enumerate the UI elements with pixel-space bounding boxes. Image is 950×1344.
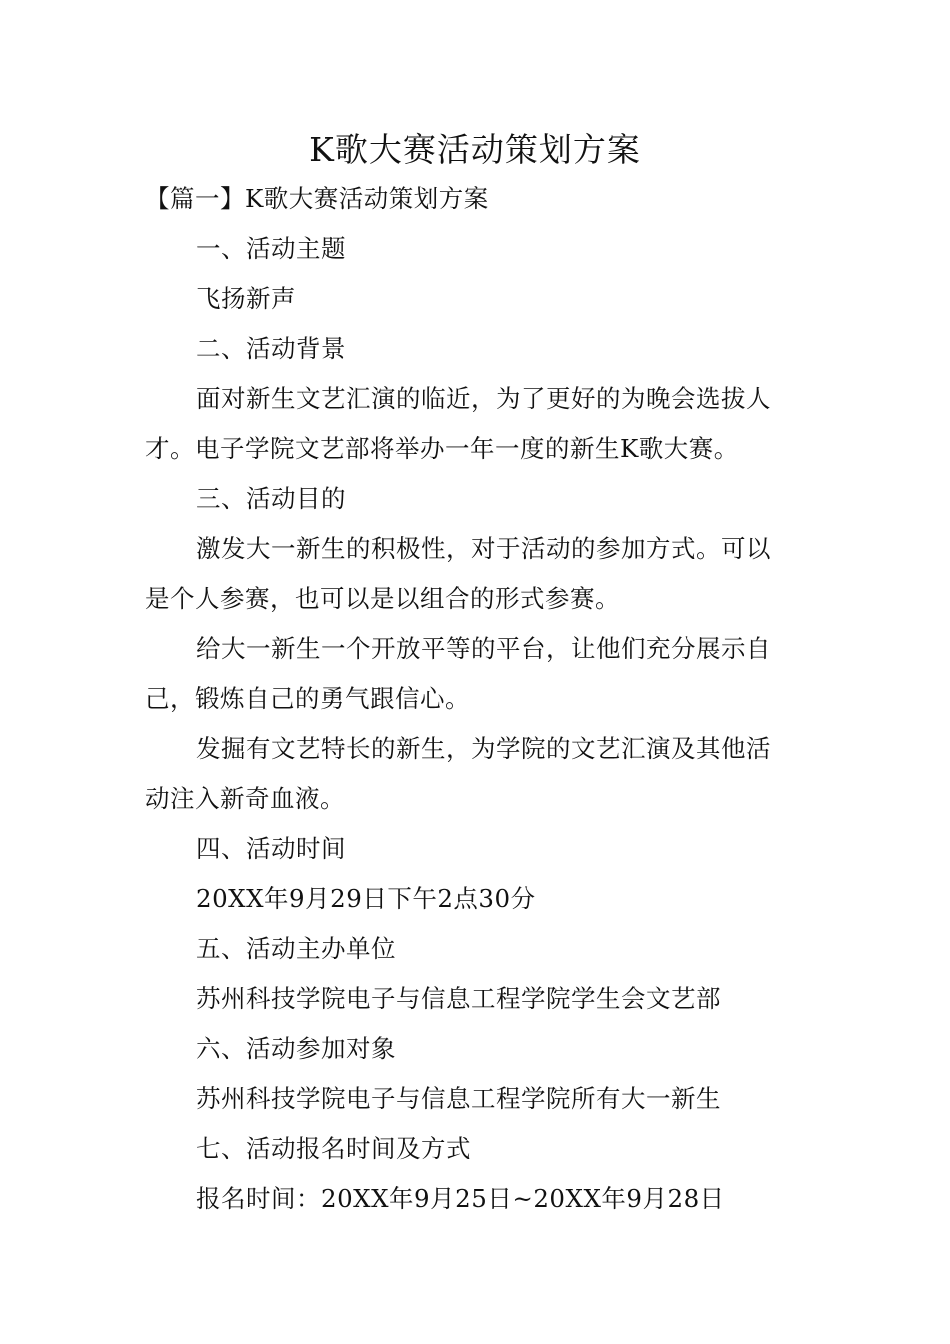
paragraph: 才。电子学院文艺部将举办一年一度的新生K歌大赛。 — [145, 434, 739, 463]
paragraph: 给大一新生一个开放平等的平台，让他们充分展示自 — [196, 634, 771, 663]
paragraph: 苏州科技学院电子与信息工程学院所有大一新生 — [196, 1084, 721, 1113]
heading-theme: 一、活动主题 — [196, 234, 346, 263]
paragraph: 飞扬新声 — [196, 284, 296, 313]
paragraph: 是个人参赛，也可以是以组合的形式参赛。 — [145, 584, 620, 613]
heading-organizer: 五、活动主办单位 — [196, 934, 396, 963]
paragraph: 面对新生文艺汇演的临近，为了更好的为晚会选拔人 — [196, 384, 771, 413]
paragraph: 动注入新奇血液。 — [145, 784, 345, 813]
heading-time: 四、活动时间 — [196, 834, 346, 863]
paragraph: 己，锻炼自己的勇气跟信心。 — [145, 684, 470, 713]
document-title: K歌大赛活动策划方案 — [309, 130, 641, 169]
heading-purpose: 三、活动目的 — [196, 484, 346, 513]
paragraph: 激发大一新生的积极性，对于活动的参加方式。可以 — [196, 534, 771, 563]
heading-registration: 七、活动报名时间及方式 — [196, 1134, 471, 1163]
paragraph: 苏州科技学院电子与信息工程学院学生会文艺部 — [196, 984, 721, 1013]
heading-participants: 六、活动参加对象 — [196, 1034, 396, 1063]
section-heading: 【篇一】K歌大赛活动策划方案 — [145, 184, 489, 213]
paragraph: 报名时间：20XX年9月25日~20XX年9月28日 — [196, 1184, 725, 1213]
heading-background: 二、活动背景 — [196, 334, 346, 363]
paragraph: 20XX年9月29日下午2点30分 — [196, 884, 536, 913]
paragraph: 发掘有文艺特长的新生，为学院的文艺汇演及其他活 — [196, 734, 771, 763]
